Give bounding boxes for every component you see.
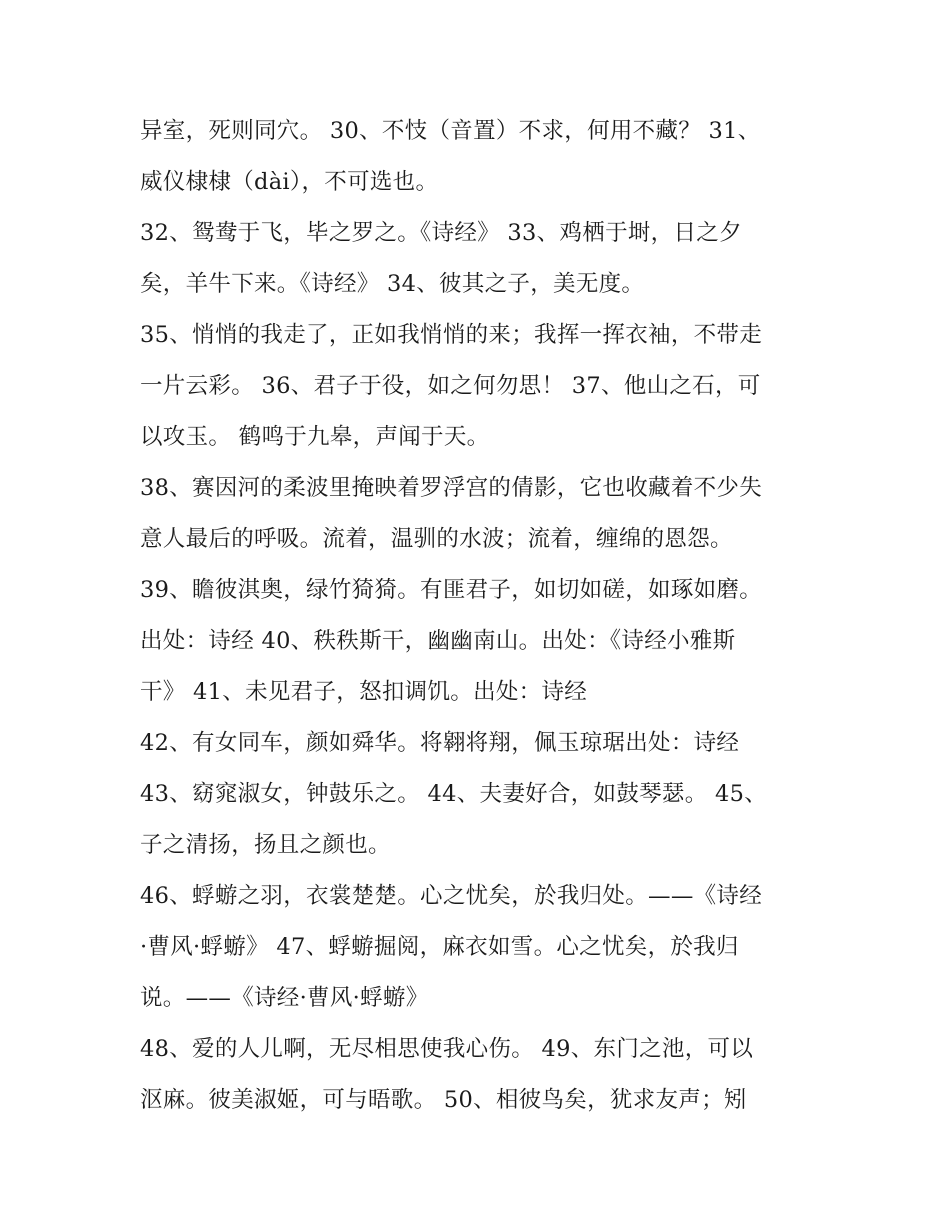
text-line: 意人最后的呼吸。流着，温驯的水波；流着，缠绵的恩怨。	[140, 526, 733, 552]
text-line: 38、赛因河的柔波里掩映着罗浮宫的倩影，它也收藏着不少失	[140, 475, 763, 501]
text-line: 32、鸳鸯于飞，毕之罗之。《诗经》 33、鸡栖于埘，日之夕	[140, 220, 742, 246]
text-line: ·曹风·蜉蝣》 47、蜉蝣掘阅，麻衣如雪。心之忧矣，於我归	[140, 934, 739, 960]
text-line: 43、窈窕淑女，钟鼓乐之。 44、夫妻好合，如鼓琴瑟。 45、	[140, 781, 767, 807]
text-line: 以攻玉。 鹤鸣于九皋，声闻于天。	[140, 424, 490, 450]
text-line: 干》 41、未见君子，怒扣调饥。出处：诗经	[140, 679, 588, 705]
text-line: 矣，羊牛下来。《诗经》 34、彼其之子，美无度。	[140, 271, 645, 297]
text-body	[140, 106, 840, 1126]
text-line: 35、悄悄的我走了，正如我悄悄的来；我挥一挥衣袖，不带走	[140, 322, 763, 348]
text-line: 说。——《诗经·曹风·蜉蝣》	[140, 985, 429, 1011]
text-line: 一片云彩。 36、君子于役，如之何勿思！ 37、他山之石，可	[140, 373, 761, 399]
text-line: 出处：诗经 40、秩秩斯干，幽幽南山。出处：《诗经小雅斯	[140, 628, 736, 654]
text-line: 沤麻。彼美淑姬，可与晤歌。 50、相彼鸟矣，犹求友声；矧	[140, 1087, 747, 1113]
text-line: 48、爱的人儿啊，无尽相思使我心伤。 49、东门之池，可以	[140, 1036, 754, 1062]
text-line: 子之清扬，扬且之颜也。	[140, 832, 391, 858]
text-line: 异室，死则同穴。 30、不忮（音置）不求，何用不藏？ 31、	[140, 118, 761, 144]
text-line: 威仪棣棣（dài），不可选也。	[140, 169, 439, 195]
text-line: 42、有女同车，颜如舜华。将翱将翔，佩玉琼琚出处：诗经	[140, 730, 740, 756]
text-line: 46、蜉蝣之羽，衣裳楚楚。心之忧矣，於我归处。——《诗经	[140, 883, 763, 909]
text-line: 39、瞻彼淇奥，绿竹猗猗。有匪君子，如切如磋，如琢如磨。	[140, 577, 763, 603]
